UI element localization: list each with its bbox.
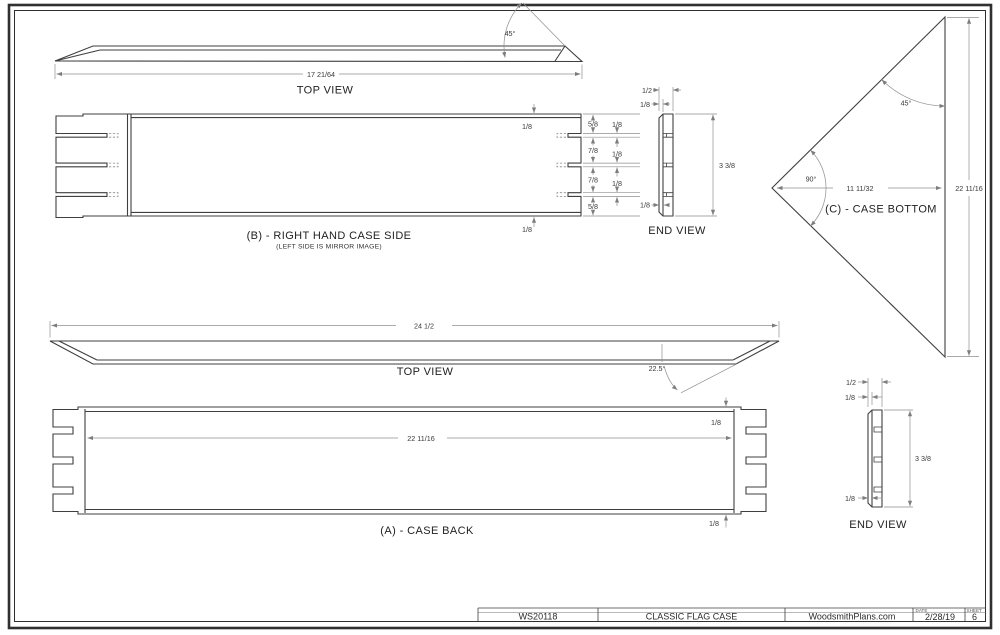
dim-top-view-a-length: 24 1/2 (414, 321, 434, 331)
view-case-bottom-c (772, 17, 983, 357)
dim-end-b-height: 3 3/8 (719, 160, 735, 170)
top-view-b-outline (55, 46, 582, 62)
case-back-label: (A) - CASE BACK (380, 525, 474, 537)
view-case-side-b (56, 104, 640, 251)
dim-top-view-a-angle: 22.5° (648, 364, 666, 373)
view-case-back-a (53, 398, 766, 538)
dim-end-b-bottom-rabbet: 1/8 (640, 200, 650, 210)
dim-end-a-bottom-rabbet: 1/8 (845, 493, 855, 503)
case-side-outline (56, 114, 581, 218)
dim-notch-1: 1/8 (612, 120, 622, 129)
top-view-b-label: TOP VIEW (296, 84, 354, 97)
sheet-number: 6 (971, 612, 978, 622)
top-view-b-dimensions (55, 3, 582, 79)
dim-end-b-thickness: 1/2 (642, 85, 652, 95)
case-bottom-label: (C) - CASE BOTTOM (825, 203, 937, 216)
dim-bottom-corner-angle: 45° (900, 98, 912, 108)
view-top-view-case-back (50, 321, 779, 393)
view-end-view-case-side (640, 86, 735, 237)
publisher: WoodsmithPlans.com (808, 611, 896, 622)
top-view-a-label: TOP VIEW (396, 366, 454, 378)
inner-border (15, 11, 986, 622)
view-top-view-case-side (55, 3, 582, 97)
dim-notch-3: 1/8 (612, 179, 622, 189)
end-view-b-dimensions (640, 86, 735, 216)
dim-finger-1: 5/8 (588, 119, 598, 129)
dim-end-b-rabbet: 1/8 (640, 99, 650, 109)
dim-finger-2: 7/8 (588, 145, 598, 155)
dim-back-groove-bottom: 1/8 (709, 519, 719, 528)
top-view-a-outline (50, 341, 779, 364)
sheet-label: SHEET (966, 607, 982, 613)
dim-notch-2: 1/8 (612, 149, 622, 159)
dim-top-view-b-angle: 45° (504, 29, 516, 38)
end-view-a-outline (868, 410, 882, 507)
dim-end-a-thickness: 1/2 (846, 377, 856, 387)
dim-top-view-b-length: 17 21/64 (307, 69, 335, 79)
dim-bottom-half-width: 11 11/32 (846, 183, 874, 193)
end-view-a-dimensions (845, 378, 931, 507)
dim-side-groove-bottom: 1/8 (522, 225, 532, 234)
dim-back-inner-width: 22 11/16 (407, 433, 435, 443)
dim-bottom-apex-angle: 90° (805, 174, 817, 184)
case-back-outline (53, 407, 766, 514)
dim-back-groove-top: 1/8 (711, 418, 721, 427)
plan-title: CLASSIC FLAG CASE (645, 611, 738, 622)
sheet-border (9, 5, 991, 628)
view-end-view-case-back (845, 378, 931, 531)
date-value: 2/28/19 (924, 612, 956, 622)
dim-end-a-rabbet: 1/8 (845, 392, 855, 402)
end-view-b-outline (659, 114, 673, 216)
outer-border (9, 5, 991, 628)
title-block (478, 608, 986, 622)
dim-bottom-full-width: 22 11/16 (955, 183, 983, 193)
plan-code: WS20118 (518, 611, 558, 622)
dim-finger-3: 7/8 (588, 175, 598, 185)
dim-end-a-height: 3 3/8 (915, 453, 931, 463)
case-side-label: (B) - RIGHT HAND CASE SIDE (246, 230, 412, 242)
end-view-a-label: END VIEW (849, 519, 907, 531)
dim-side-groove-top: 1/8 (522, 122, 532, 131)
dim-finger-4: 5/8 (588, 201, 598, 211)
date-label: DATE (915, 607, 928, 613)
end-view-b-label: END VIEW (648, 225, 706, 237)
case-side-note: (LEFT SIDE IS MIRROR IMAGE) (276, 243, 382, 251)
